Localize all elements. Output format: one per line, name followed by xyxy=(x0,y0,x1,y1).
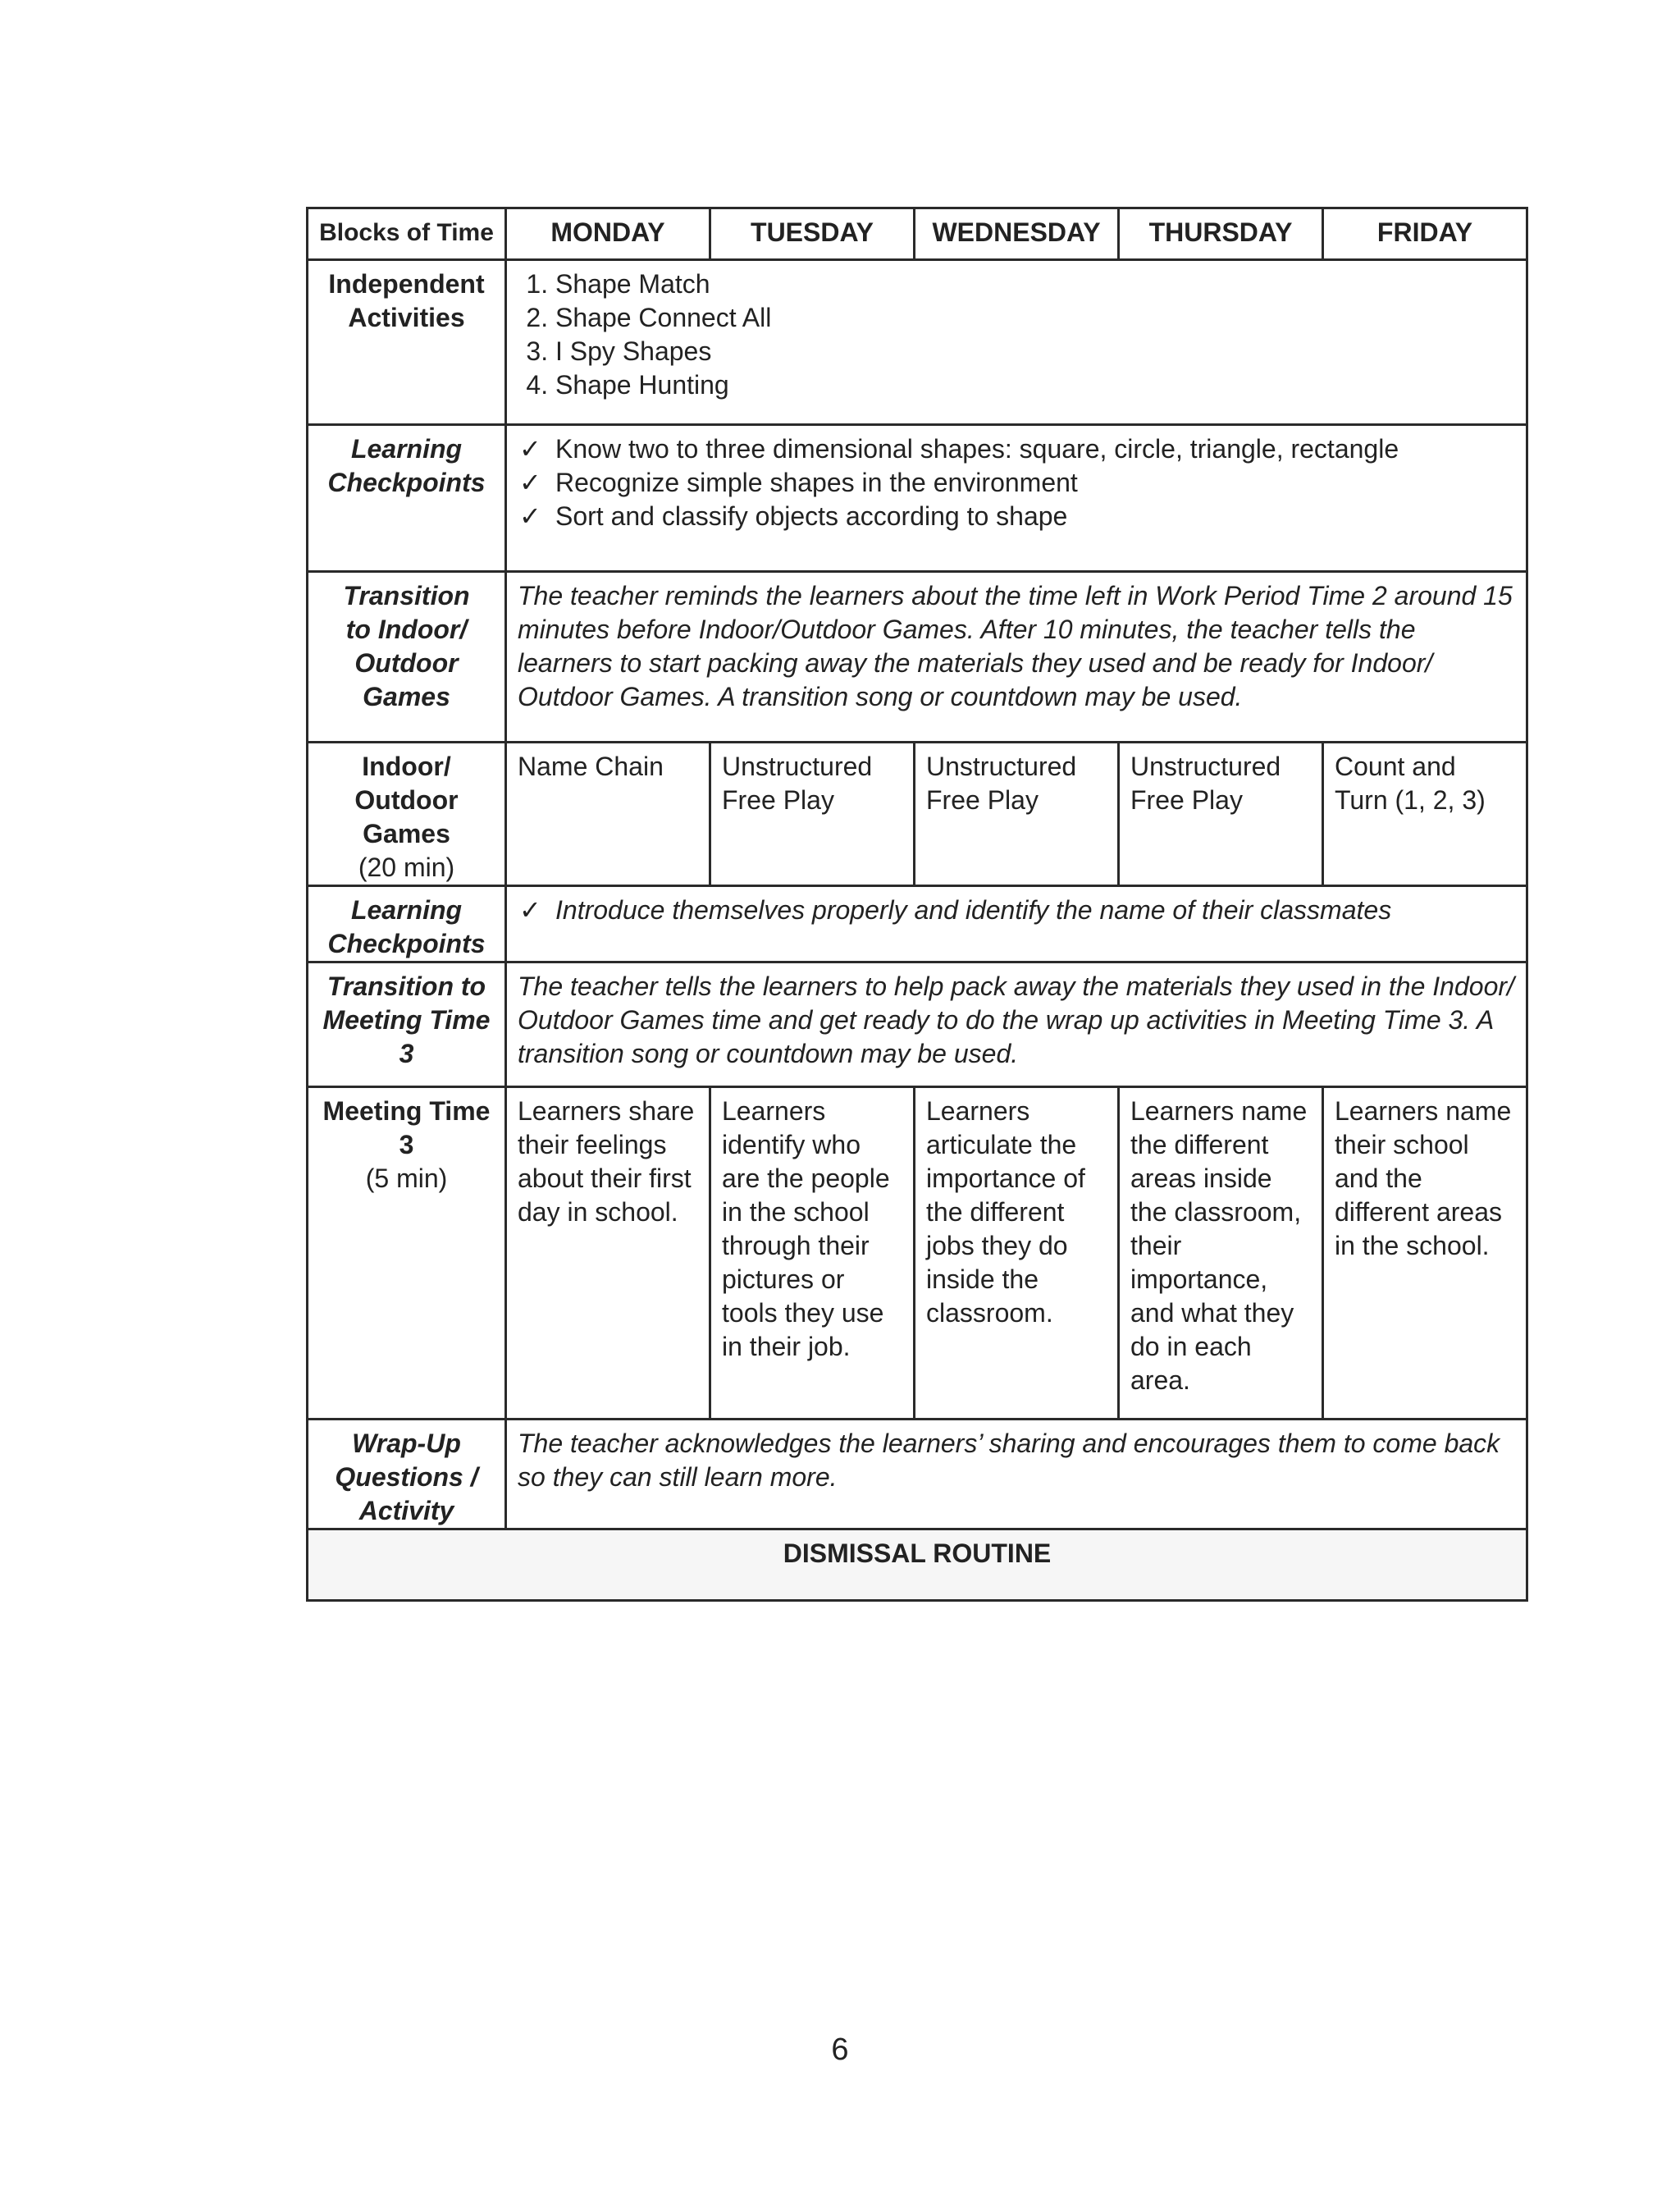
meeting-friday: Learners name their school and the different areas in the school. xyxy=(1323,1087,1527,1420)
activity-item: 2. Shape Connect All xyxy=(555,301,1515,335)
meeting-tuesday: Learners identify who are the people in the school through their pictures or tools they use in their job. xyxy=(710,1087,915,1420)
row-games xyxy=(308,743,1527,886)
label-transition-games xyxy=(308,572,506,743)
games-tuesday: Unstructured Free Play xyxy=(710,743,915,886)
checkpoint-list xyxy=(518,894,1515,927)
row-transition-meeting xyxy=(308,962,1527,1087)
games-thursday: Unstructured Free Play xyxy=(1119,743,1323,886)
label-line: to Indoor/ xyxy=(345,615,468,644)
transition-meeting-text: The teacher tells the learners to help pack away the materials they used in the Indoor/ Outdoor Games time and get ready to do the wrap up activities in Meeting Time 3. A transition song or countdown may be used. xyxy=(506,962,1527,1087)
label-wrap-up xyxy=(308,1420,506,1529)
label-line: Transition xyxy=(343,581,470,610)
checkpoint-list xyxy=(518,432,1515,533)
check-icon: ✓ xyxy=(519,501,541,531)
learning-checkpoints-cell xyxy=(506,425,1527,572)
label-line: Transition to xyxy=(326,972,486,1001)
label-line: Wrap-Up xyxy=(352,1429,461,1458)
label-learning-checkpoints xyxy=(308,425,506,572)
label-line: Games xyxy=(363,819,450,848)
label-line: Independent xyxy=(328,269,485,299)
label-line: Learning xyxy=(350,434,463,464)
label-line: Indoor/ xyxy=(362,752,451,781)
row-dismissal xyxy=(308,1529,1527,1601)
label-line: Meeting Time xyxy=(322,1005,491,1035)
learning-checkpoints-cell xyxy=(506,886,1527,962)
meeting-thursday: Learners name the different areas inside the classroom, their importance, and what they do in each area. xyxy=(1119,1087,1323,1420)
label-independent-activities xyxy=(308,260,506,425)
transition-games-text: The teacher reminds the learners about the time left in Work Period Time 2 around 15 minutes before Indoor/Outdoor Games. After 10 minutes, the teacher tells the learners to start packing away the materials they used and be ready for Indoor/ Outdoor Games. A transition song or countdown may be used. xyxy=(506,572,1527,743)
check-icon: ✓ xyxy=(519,434,541,464)
label-line: Games xyxy=(363,682,450,711)
checkpoint-item: ✓ Introduce themselves properly and identify the name of their classmates xyxy=(518,894,1515,927)
label-line: Meeting Time xyxy=(322,1096,491,1126)
label-line: Checkpoints xyxy=(327,468,486,497)
header-friday: FRIDAY xyxy=(1323,208,1527,260)
label-line: Questions / xyxy=(335,1462,478,1492)
check-icon: ✓ xyxy=(519,895,541,925)
label-line: Checkpoints xyxy=(327,929,486,958)
label-duration: (5 min) xyxy=(365,1164,448,1193)
header-wednesday: WEDNESDAY xyxy=(915,208,1119,260)
meeting-wednesday: Learners articulate the importance of the different jobs they do inside the classroom. xyxy=(915,1087,1119,1420)
wrap-up-text: The teacher acknowledges the learners’ sharing and encourages them to come back so they can still learn more. xyxy=(506,1420,1527,1529)
label-line: 3 xyxy=(399,1130,414,1159)
activity-item: 1. Shape Match xyxy=(555,267,1515,301)
label-line: Outdoor xyxy=(354,785,459,815)
checkpoint-item: ✓ Sort and classify objects according to shape xyxy=(518,500,1515,533)
dismissal-routine: DISMISSAL ROUTINE xyxy=(308,1529,1527,1601)
games-friday: Count and Turn (1, 2, 3) xyxy=(1323,743,1527,886)
games-wednesday: Unstructured Free Play xyxy=(915,743,1119,886)
row-independent-activities xyxy=(308,260,1527,425)
page-number: 6 xyxy=(831,2032,849,2067)
row-wrap-up xyxy=(308,1420,1527,1529)
label-line: Activity xyxy=(358,1496,454,1525)
label-line: 3 xyxy=(399,1039,414,1068)
header-tuesday: TUESDAY xyxy=(710,208,915,260)
row-learning-checkpoints-2 xyxy=(308,886,1527,962)
activity-item: 4. Shape Hunting xyxy=(555,368,1515,402)
games-monday: Name Chain xyxy=(506,743,710,886)
label-line: Activities xyxy=(348,303,465,332)
checkpoint-item: ✓ Know two to three dimensional shapes: square, circle, triangle, rectangle xyxy=(518,432,1515,466)
label-games xyxy=(308,743,506,886)
header-blocks-of-time: Blocks of Time xyxy=(308,208,506,260)
header-thursday: THURSDAY xyxy=(1119,208,1323,260)
checkpoint-item: ✓ Recognize simple shapes in the environment xyxy=(518,466,1515,500)
schedule-table xyxy=(306,207,1528,1602)
check-icon: ✓ xyxy=(519,468,541,497)
independent-activities-cell xyxy=(506,260,1527,425)
activity-item: 3. I Spy Shapes xyxy=(555,335,1515,368)
label-line: Outdoor xyxy=(354,648,459,678)
label-duration: (20 min) xyxy=(358,853,455,882)
row-transition-games xyxy=(308,572,1527,743)
label-transition-meeting xyxy=(308,962,506,1087)
header-monday: MONDAY xyxy=(506,208,710,260)
meeting-monday: Learners share their feelings about their first day in school. xyxy=(506,1087,710,1420)
header-row xyxy=(308,208,1527,260)
label-line: Learning xyxy=(350,895,463,925)
row-learning-checkpoints-1 xyxy=(308,425,1527,572)
row-meeting-time xyxy=(308,1087,1527,1420)
label-meeting-time xyxy=(308,1087,506,1420)
activity-list xyxy=(518,267,1515,402)
label-learning-checkpoints xyxy=(308,886,506,962)
